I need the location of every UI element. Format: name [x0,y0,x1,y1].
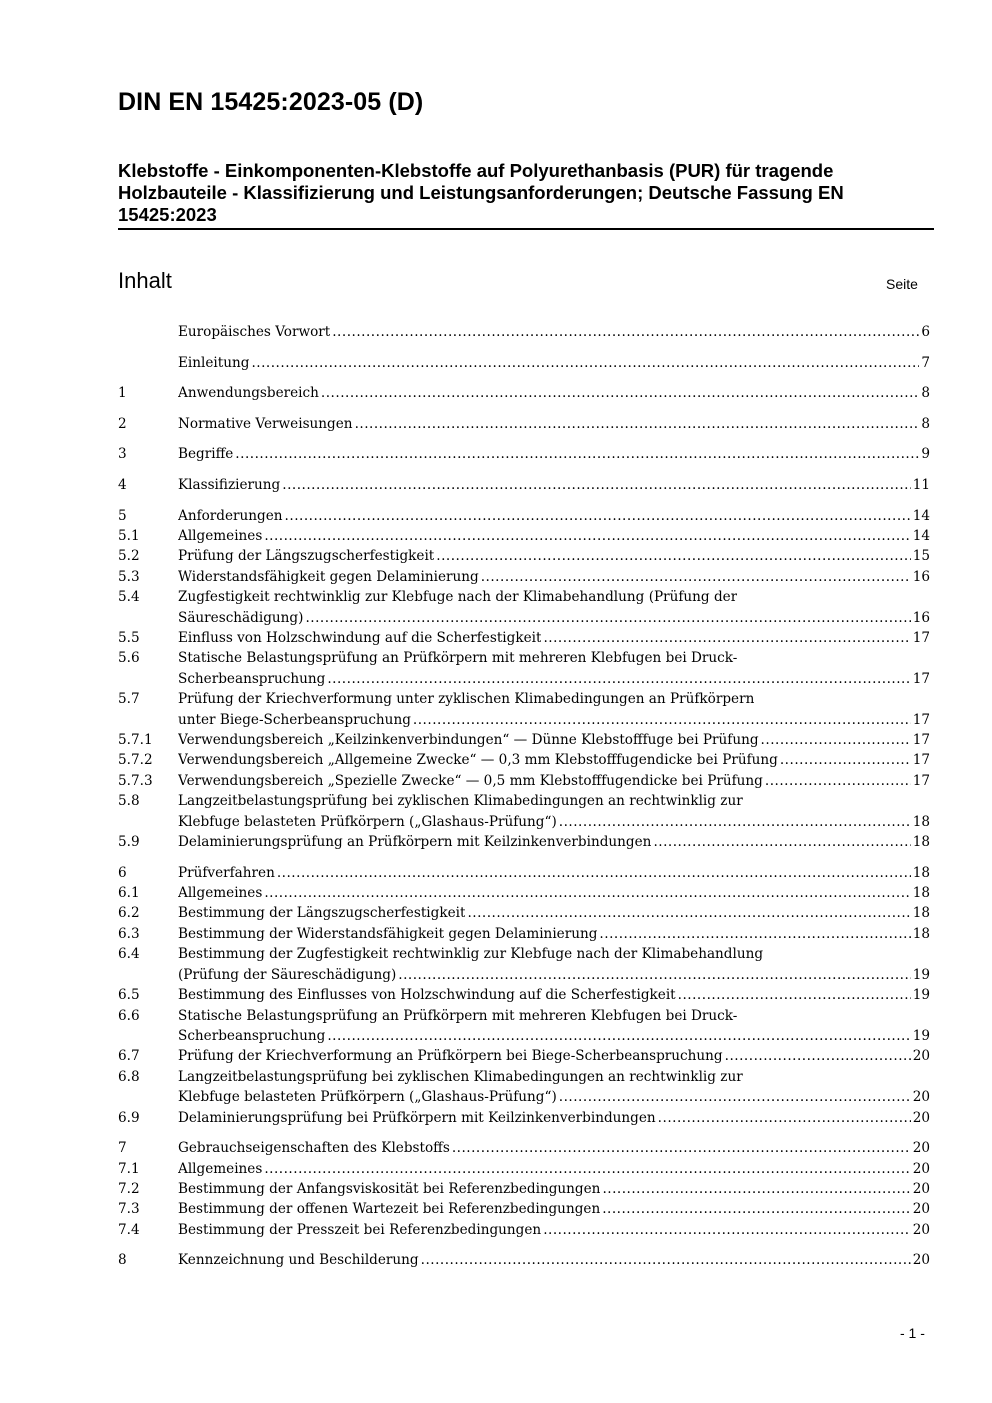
toc-dot-leader [543,1220,911,1240]
toc-entry-body [178,771,930,791]
toc-entry-line [178,1220,930,1240]
toc-entry-body [178,1006,930,1047]
toc-entry-title: Allgemeines [178,885,263,902]
toc-entry-line [178,903,930,923]
toc-entry-page: 20 [912,1221,930,1238]
toc-entry-title: Scherbeanspruchung [178,670,326,687]
toc-entry-page: 20 [912,1140,930,1157]
toc-entry-number: 6 [118,864,127,881]
toc-entry-title: Anforderungen [178,507,283,524]
toc-entry-page: 20 [912,1201,930,1218]
toc-entry-title: Prüfung der Längszugscherfestigkeit [178,548,435,565]
toc-entry-page: 6 [921,324,930,340]
toc-entry-line [178,608,930,628]
toc-dot-leader [264,883,910,903]
toc-entry[interactable] [118,1220,930,1240]
toc-entry-title: Langzeitbelastungsprüfung bei zyklischen Klimabedingungen an rechtwinklig zur [178,1068,743,1085]
toc-entry-number: 5.6 [118,650,140,667]
toc-entry-number: 6.2 [118,905,140,922]
toc-entry-line [178,710,930,730]
toc-entry-title: Normative Verweisungen [178,415,353,432]
toc-entry-title: Langzeitbelastungsprüfung bei zyklischen Klimabedingungen an rechtwinklig zur [178,793,743,810]
toc-entry-number: 5.2 [118,548,140,565]
table-of-contents [118,322,930,1271]
toc-entry-title: (Prüfung der Säureschädigung) [178,966,397,983]
toc-entry-title: Bestimmung der Widerstandsfähigkeit gegen Delaminierung [178,925,598,942]
toc-entry-line [178,353,930,373]
toc-entry-page: 18 [912,864,930,881]
toc-entry-page: 16 [912,568,930,585]
toc-entry-line [178,444,930,464]
toc-entry-body [178,648,930,689]
toc-entry-number: 7.4 [118,1221,140,1238]
toc-entry-body [178,475,930,495]
toc-entry-line [178,322,930,342]
toc-entry[interactable] [118,924,930,944]
toc-entry-page: 19 [912,987,930,1004]
toc-entry-body [178,985,930,1005]
toc-entry-line [178,383,930,403]
toc-entry[interactable] [118,883,930,903]
toc-entry-number: 5.5 [118,630,140,646]
toc-entry-line [178,1087,930,1107]
toc-entry-title: Allgemeines [178,527,263,544]
toc-entry-number: 6.5 [118,987,140,1004]
toc-entry-page: 20 [912,1252,930,1269]
toc-entry-number: 5.8 [118,793,140,810]
toc-entry-title: Prüfverfahren [178,864,275,881]
toc-entry-number: 5.7.1 [118,732,153,749]
toc-entry[interactable] [118,1138,930,1158]
page-number: - 1 - [900,1325,925,1341]
toc-dot-leader [277,863,911,883]
toc-entry-line [178,1067,930,1087]
toc-entry-number: 5.4 [118,589,140,606]
toc-entry-number: 6.7 [118,1048,140,1065]
toc-entry-line [178,506,930,526]
toc-entry-page: 20 [912,1180,930,1197]
toc-entry-body [178,506,930,526]
toc-dot-leader [264,526,910,546]
toc-entry-body [178,1046,930,1066]
toc-entry-line [178,567,930,587]
toc-dot-leader [436,546,910,566]
toc-entry-line [178,689,930,709]
toc-dot-leader [327,669,910,689]
toc-entry-line [178,1108,930,1128]
toc-dot-leader [264,1159,910,1179]
toc-entry-page: 18 [912,834,930,851]
toc-entry-line [178,628,930,648]
toc-entry-title: Verwendungsbereich „Allgemeine Zwecke“ — 0,3 mm Klebstofffugendicke bei Prüfung [178,752,778,769]
toc-entry-line [178,587,930,607]
toc-dot-leader [765,771,911,791]
toc-entry-body [178,1159,930,1179]
toc-dot-leader [658,1108,911,1128]
toc-dot-leader [452,1138,911,1158]
toc-entry-title: Anwendungsbereich [178,385,319,402]
toc-entry-body [178,444,930,464]
toc-entry-page: 20 [912,1160,930,1177]
toc-entry-number: 6.4 [118,946,140,963]
toc-entry-body [178,944,930,985]
toc-entry-line [178,1179,930,1199]
toc-entry-line [178,965,930,985]
toc-entry-body [178,383,930,403]
toc-entry-body [178,924,930,944]
toc-entry-number: 3 [118,446,127,463]
toc-entry-number: 5.7.3 [118,772,153,789]
toc-entry-title: Bestimmung der Presszeit bei Referenzbedingungen [178,1221,542,1238]
toc-dot-leader [321,383,919,403]
toc-entry[interactable] [118,1179,930,1199]
toc-entry-body [178,414,930,434]
toc-entry-body [178,689,930,730]
toc-entry-title: Säureschädigung) [178,609,304,626]
toc-entry-body [178,903,930,923]
toc-entry-page: 14 [912,527,930,544]
toc-entry[interactable] [118,506,930,526]
toc-entry[interactable] [118,383,930,403]
toc-entry[interactable] [118,832,930,852]
toc-entry-body [178,526,930,546]
toc-entry[interactable] [118,353,930,373]
toc-dot-leader [421,1250,911,1270]
toc-entry[interactable] [118,771,930,791]
toc-entry-line [178,791,930,811]
toc-entry-title: Bestimmung des Einflusses von Holzschwindung auf die Scherfestigkeit [178,987,676,1004]
toc-entry-line [178,730,930,750]
toc-entry-number: 1 [118,385,127,402]
toc-entry-number: 2 [118,415,127,432]
toc-entry-number: 5.3 [118,568,140,585]
toc-entry-body [178,567,930,587]
toc-entry-number: 4 [118,476,127,493]
toc-entry-body [178,730,930,750]
toc-entry-page: 19 [912,966,930,983]
toc-dot-leader [543,628,910,648]
toc-entry-title: Statische Belastungsprüfung an Prüfkörpern mit mehreren Klebfugen bei Druck- [178,650,738,667]
toc-entry[interactable] [118,587,930,628]
toc-entry-line [178,771,930,791]
toc-entry-title: Statische Belastungsprüfung an Prüfkörpern mit mehreren Klebfugen bei Druck- [178,1007,738,1024]
toc-dot-leader [398,965,910,985]
toc-entry-number: 6.3 [118,925,140,942]
toc-entry-page: 15 [912,548,930,565]
toc-entry-line [178,924,930,944]
document-id: DIN EN 15425:2023-05 (D) [118,88,424,116]
toc-entry-body [178,1067,930,1108]
toc-entry-title: Klebfuge belasteten Prüfkörpern („Glashaus-Prüfung“) [178,813,557,830]
toc-entry-number: 7.2 [118,1180,140,1197]
toc-entry-number: 7 [118,1140,127,1157]
toc-entry-title: Klassifizierung [178,476,281,493]
toc-entry-page: 17 [912,772,930,789]
toc-entry-page: 17 [912,711,930,728]
toc-entry-title: Kennzeichnung und Beschilderung [178,1252,419,1269]
toc-entry-body [178,353,930,373]
toc-entry-page: 17 [912,732,930,749]
toc-dot-leader [780,750,911,770]
toc-entry-page: 20 [912,1089,930,1106]
toc-entry-body [178,322,930,342]
toc-entry-title: Begriffe [178,446,234,463]
toc-entry-line [178,1006,930,1026]
toc-entry-line [178,863,930,883]
toc-entry-line [178,475,930,495]
toc-entry-line [178,669,930,689]
toc-dot-leader [559,1087,911,1107]
toc-entry-number: 5.9 [118,834,140,851]
toc-entry-page: 17 [912,752,930,769]
toc-entry[interactable] [118,1046,930,1066]
toc-entry[interactable] [118,730,930,750]
toc-entry-line [178,1199,930,1219]
toc-entry-body [178,883,930,903]
toc-entry[interactable] [118,546,930,566]
toc-dot-leader [559,812,911,832]
toc-entry[interactable] [118,985,930,1005]
toc-dot-leader [725,1046,911,1066]
toc-entry-title: Bestimmung der Zugfestigkeit rechtwinklig zur Klebfuge nach der Klimabehandlung [178,946,764,963]
toc-entry-page: 18 [912,885,930,902]
toc-entry-number: 5.7 [118,691,140,708]
toc-entry-line [178,1026,930,1046]
toc-entry-page: 20 [912,1109,930,1126]
toc-entry-body [178,750,930,770]
toc-entry-number: 5 [118,507,127,524]
toc-entry-body [178,1179,930,1199]
toc-entry-title: Bestimmung der Längszugscherfestigkeit [178,905,466,922]
toc-entry-title: Verwendungsbereich „Keilzinkenverbindungen“ — Dünne Klebstofffuge bei Prüfung [178,732,759,749]
toc-entry-line [178,414,930,434]
toc-entry-number: 5.7.2 [118,752,153,769]
toc-dot-leader [653,832,910,852]
toc-entry-title: Prüfung der Kriechverformung an Prüfkörpern bei Biege-Scherbeanspruchung [178,1048,723,1065]
toc-entry-line [178,1046,930,1066]
toc-entry-title: Bestimmung der Anfangsviskosität bei Referenzbedingungen [178,1180,601,1197]
toc-entry[interactable] [118,567,930,587]
toc-entry-title: Allgemeines [178,1160,263,1177]
toc-entry-page: 14 [912,507,930,524]
toc-dot-leader [413,710,911,730]
toc-entry-number: 6.8 [118,1068,140,1085]
toc-entry-title: Einleitung [178,354,250,371]
toc-page-label: Seite [886,276,918,292]
toc-dot-leader [305,608,910,628]
toc-entry[interactable] [118,414,930,434]
toc-entry[interactable] [118,903,930,923]
toc-entry-line [178,1250,930,1270]
toc-entry-page: 18 [912,813,930,830]
toc-entry-line [178,883,930,903]
toc-dot-leader [235,444,919,464]
toc-entry-page: 17 [912,630,930,646]
toc-dot-leader [599,924,910,944]
toc-entry-page: 8 [921,385,930,402]
toc-dot-leader [761,730,911,750]
toc-entry-title: Europäisches Vorwort [178,324,331,340]
toc-entry-line [178,648,930,668]
toc-entry-number: 6.9 [118,1109,140,1126]
toc-entry-number: 7.3 [118,1201,140,1218]
toc-entry[interactable] [118,444,930,464]
toc-entry-title: Delaminierungsprüfung bei Prüfkörpern mit Keilzinkenverbindungen [178,1109,656,1126]
toc-dot-leader [251,353,919,373]
toc-entry-line [178,1159,930,1179]
toc-entry[interactable] [118,1159,930,1179]
toc-entry-body [178,587,930,628]
toc-dot-leader [355,414,920,434]
toc-entry-body [178,863,930,883]
toc-entry[interactable] [118,1006,930,1047]
document-title: Klebstoffe - Einkomponenten-Klebstoffe auf Polyurethanbasis (PUR) für tragende Holzbauteile - Klassifizierung und Leistungsanforderungen; Deutsche Fassung EN 15425:2023 [118,160,844,225]
toc-dot-leader [327,1026,910,1046]
toc-entry-body [178,1108,930,1128]
toc-entry-title: Delaminierungsprüfung an Prüfkörpern mit Keilzinkenverbindungen [178,834,652,851]
toc-entry-body [178,1138,930,1158]
toc-dot-leader [467,903,910,923]
toc-entry-line [178,944,930,964]
toc-entry[interactable] [118,322,930,342]
toc-entry-number: 6.1 [118,885,140,902]
toc-entry-title: Klebfuge belasteten Prüfkörpern („Glashaus-Prüfung“) [178,1089,557,1106]
toc-entry-number: 6.6 [118,1007,140,1024]
toc-entry[interactable] [118,791,930,832]
toc-entry-body [178,1220,930,1240]
toc-dot-leader [285,506,911,526]
toc-entry-page: 16 [912,609,930,626]
toc-entry-title: Scherbeanspruchung [178,1027,326,1044]
title-divider [118,228,934,230]
toc-dot-leader [602,1199,910,1219]
toc-entry-title: Einfluss von Holzschwindung auf die Scherfestigkeit [178,630,542,646]
toc-entry[interactable] [118,628,930,648]
toc-entry[interactable] [118,1108,930,1128]
toc-entry-line [178,812,930,832]
toc-entry[interactable] [118,475,930,495]
toc-entry-page: 7 [921,354,930,371]
toc-entry-page: 20 [912,1048,930,1065]
toc-entry-number: 8 [118,1252,127,1269]
toc-entry-page: 18 [912,925,930,942]
toc-entry-page: 18 [912,905,930,922]
toc-entry[interactable] [118,863,930,883]
toc-entry-body [178,791,930,832]
toc-entry-page: 17 [912,670,930,687]
toc-entry-line [178,832,930,852]
toc-entry-line [178,985,930,1005]
toc-entry[interactable] [118,648,930,689]
toc-entry-line [178,750,930,770]
toc-entry[interactable] [118,1250,930,1270]
toc-entry[interactable] [118,1067,930,1108]
toc-dot-leader [678,985,911,1005]
toc-entry[interactable] [118,689,930,730]
toc-entry[interactable] [118,750,930,770]
toc-dot-leader [481,567,911,587]
toc-entry-title: Verwendungsbereich „Spezielle Zwecke“ — 0,5 mm Klebstofffugendicke bei Prüfung [178,772,763,789]
toc-entry-line [178,1138,930,1158]
toc-entry-body [178,1199,930,1219]
toc-entry-title: Zugfestigkeit rechtwinklig zur Klebfuge nach der Klimabehandlung (Prüfung der [178,589,738,606]
toc-entry[interactable] [118,944,930,985]
toc-entry-body [178,832,930,852]
toc-entry-page: 19 [912,1027,930,1044]
toc-entry-number: 7.1 [118,1160,140,1177]
toc-entry-title: Prüfung der Kriechverformung unter zyklischen Klimabedingungen an Prüfkörpern [178,691,755,708]
toc-entry-line [178,526,930,546]
toc-dot-leader [282,475,910,495]
toc-entry[interactable] [118,1199,930,1219]
toc-entry-page: 11 [912,476,930,493]
toc-entry-page: 8 [921,415,930,432]
toc-heading: Inhalt [118,268,172,293]
toc-entry-title: unter Biege-Scherbeanspruchung [178,711,411,728]
toc-entry-line [178,546,930,566]
toc-entry-title: Gebrauchseigenschaften des Klebstoffs [178,1140,450,1157]
toc-dot-leader [332,322,919,342]
toc-entry-body [178,628,930,648]
toc-entry[interactable] [118,526,930,546]
toc-entry-body [178,546,930,566]
toc-entry-title: Widerstandsfähigkeit gegen Delaminierung [178,568,479,585]
toc-dot-leader [602,1179,910,1199]
toc-entry-page: 9 [921,446,930,463]
toc-entry-number: 5.1 [118,527,140,544]
toc-entry-title: Bestimmung der offenen Wartezeit bei Referenzbedingungen [178,1201,601,1218]
toc-entry-body [178,1250,930,1270]
